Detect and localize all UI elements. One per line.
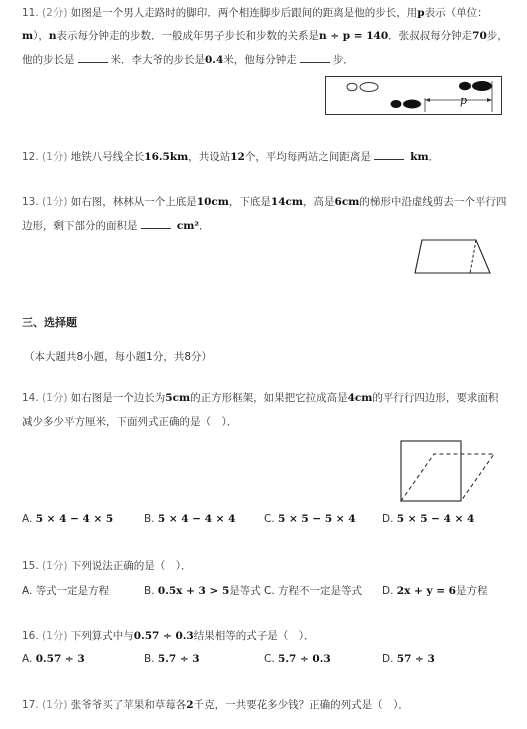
option-letter: A. xyxy=(22,513,33,525)
q16-text: 结果相等的式子是（ ）． xyxy=(193,630,315,642)
q17-number: 17. xyxy=(22,699,39,711)
q11-text: ．张叔叔每分钟走 xyxy=(388,30,473,42)
q13-bottom: 14cm xyxy=(270,196,304,208)
option-text: 等式一定是方程 xyxy=(35,585,110,597)
q11-step-length: 0.4 xyxy=(205,54,224,66)
q14-option-c[interactable] xyxy=(264,513,356,525)
q13-text: 边形，剩下部分的面积是 xyxy=(22,220,138,232)
q12-unit: km xyxy=(410,151,429,163)
q13-line1 xyxy=(22,195,506,209)
option-expr: 0.5x + 3 > 5 xyxy=(157,585,230,597)
option-expr: 5 × 5 − 4 × 4 xyxy=(396,513,475,525)
option-text: 方程不一定是等式 xyxy=(278,585,363,597)
q16-number: 16. xyxy=(22,630,39,642)
q13-text: ． xyxy=(198,220,210,232)
q11-formula: n ÷ p = 140 xyxy=(319,30,389,42)
q12-count: 12 xyxy=(230,151,245,163)
q14-height: 4cm xyxy=(347,392,373,404)
q12-blank[interactable] xyxy=(374,149,404,160)
q14-option-d[interactable] xyxy=(382,513,474,525)
q13-text: ，高是 xyxy=(303,196,335,208)
section-note: （本大题共8小题，每小题1分，共8分） xyxy=(24,351,213,363)
q11-line1 xyxy=(22,6,488,20)
option-letter: C. xyxy=(264,653,275,665)
q12-number: 12. xyxy=(22,151,39,163)
q12-text: ． xyxy=(428,151,440,163)
q11-line3 xyxy=(22,52,354,67)
trapezoid-figure xyxy=(412,238,494,276)
q16-option-c[interactable] xyxy=(264,653,331,665)
q14-text: 的平行行四边形，要求面积 xyxy=(372,392,499,404)
q13-score: (1分) xyxy=(42,196,68,208)
option-letter: B. xyxy=(144,653,155,665)
square-parallelogram-figure xyxy=(398,439,498,505)
q11-text: 步， xyxy=(486,30,508,42)
q12-text: 个，平均每两站之间距离是 xyxy=(244,151,371,163)
q15-option-c[interactable] xyxy=(264,583,362,598)
option-expr: 5 × 4 − 4 × 5 xyxy=(35,513,114,525)
q11-text: 如图是一个男人走路时的脚印．两个相连脚步后跟间的距离是他的步长，用 xyxy=(70,7,418,19)
q14-number: 14. xyxy=(22,392,39,404)
section-title: 三、选择题 xyxy=(22,316,77,329)
q11-unit: m xyxy=(22,30,34,42)
q11-text: 步． xyxy=(332,54,354,66)
option-letter: D. xyxy=(382,513,394,525)
q11-var-p: p xyxy=(417,7,425,19)
q17-score: (1分) xyxy=(42,699,68,711)
q13-text: 如右图，林林从一个上底是 xyxy=(70,196,197,208)
q13-text: ，下底是 xyxy=(228,196,271,208)
option-expr: 5 × 4 − 4 × 4 xyxy=(157,513,236,525)
figure-label-p: p xyxy=(460,94,468,107)
q12-score: (1分) xyxy=(42,151,68,163)
q15-option-d[interactable] xyxy=(382,583,487,598)
q16-option-a[interactable] xyxy=(22,653,85,665)
option-letter: D. xyxy=(382,653,394,665)
q15-number: 15. xyxy=(22,560,39,572)
q11-line2 xyxy=(22,29,508,43)
q14-line1 xyxy=(22,391,498,405)
q13-height: 6cm xyxy=(334,196,360,208)
q14-option-b[interactable] xyxy=(144,513,235,525)
q15-score: (1分) xyxy=(42,560,68,572)
footprint-figure xyxy=(325,76,502,116)
q11-text: ）， xyxy=(33,30,49,42)
q15-option-b[interactable] xyxy=(144,583,261,598)
q15-option-a[interactable] xyxy=(22,583,109,598)
q13-blank[interactable] xyxy=(141,218,171,229)
q11-number: 11. xyxy=(22,7,39,19)
q15-line xyxy=(22,559,192,573)
q16-line xyxy=(22,629,314,643)
option-letter: C. xyxy=(264,513,275,525)
q11-text: 米．李大爷的步长是 xyxy=(110,54,205,66)
q14-option-a[interactable] xyxy=(22,513,113,525)
q12-text: 地铁八号线全长 xyxy=(70,151,145,163)
q14-side: 5cm xyxy=(165,392,191,404)
q11-score: (2分) xyxy=(42,7,68,19)
option-expr: 5.7 ÷ 0.3 xyxy=(278,653,331,665)
q11-text: 米，他每分钟走 xyxy=(223,54,297,66)
option-text: 是等式 xyxy=(229,585,261,597)
q14-text: 的正方形框架，如果把它拉成高是 xyxy=(190,392,348,404)
option-letter: A. xyxy=(22,653,33,665)
option-expr: 5 × 5 − 5 × 4 xyxy=(278,513,356,525)
q15-text: 下列说法正确的是（ ）． xyxy=(70,560,192,572)
q16-option-b[interactable] xyxy=(144,653,200,665)
footprint-hollow-icon xyxy=(347,83,378,92)
q13-unit: cm² xyxy=(176,220,199,232)
option-expr: 5.7 ÷ 3 xyxy=(157,653,200,665)
option-expr: 57 ÷ 3 xyxy=(396,653,435,665)
q11-blank-1[interactable] xyxy=(78,52,108,63)
q14-text: 如右图是一个边长为 xyxy=(70,392,166,404)
q11-text: 表示每分钟走的步数．一般成年男子步长和步数的关系是 xyxy=(56,30,320,42)
option-letter: A. xyxy=(22,585,33,597)
option-letter: D. xyxy=(382,585,394,597)
q13-text: 的梯形中沿虚线剪去一个平行四 xyxy=(359,196,507,208)
option-letter: B. xyxy=(144,513,155,525)
q11-steps: 70 xyxy=(472,30,487,42)
option-letter: B. xyxy=(144,585,155,597)
q16-expr: 0.57 ÷ 0.3 xyxy=(133,630,194,642)
q17-text: 张爷爷买了苹果和草莓各 xyxy=(70,699,187,711)
q14-score: (1分) xyxy=(42,392,68,404)
q11-var-n: n xyxy=(48,30,57,42)
q16-score: (1分) xyxy=(42,630,68,642)
q13-line2 xyxy=(22,218,209,233)
q12-line xyxy=(22,149,439,164)
q11-blank-2[interactable] xyxy=(300,52,330,63)
q12-text: ，共设站 xyxy=(188,151,231,163)
option-text: 是方程 xyxy=(455,585,488,597)
option-letter: C. xyxy=(264,585,275,597)
q17-text: 千克，一共要花多少钱？正确的列式是（ ）． xyxy=(193,699,409,711)
q13-number: 13. xyxy=(22,196,39,208)
q12-length: 16.5km xyxy=(144,151,189,163)
q11-text: 表示（单位： xyxy=(424,7,488,19)
option-expr: 2x + y = 6 xyxy=(396,585,456,597)
q17-line xyxy=(22,698,409,712)
q14-line2: 减少多少平方厘米，下面列式正确的是（ ）． xyxy=(22,416,238,428)
q16-text: 下列算式中与 xyxy=(70,630,134,642)
option-expr: 0.57 ÷ 3 xyxy=(35,653,85,665)
q17-qty: 2 xyxy=(186,699,194,711)
q11-text: 他的步长是 xyxy=(22,54,75,66)
q13-top: 10cm xyxy=(196,196,229,208)
q16-option-d[interactable] xyxy=(382,653,435,665)
